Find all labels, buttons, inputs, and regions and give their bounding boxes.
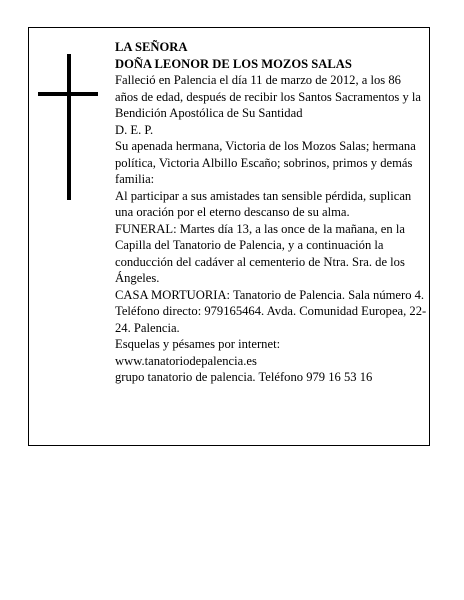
online-condolences-label: Esquelas y pésames por internet: [115,337,281,351]
obituary-text [115,39,427,386]
website-link[interactable]: www.tanatoriodepalencia.es [115,353,257,368]
death-notice: Falleció en Palencia el día 11 de marzo de 2012, a los 86 años de edad, después de recibir los Santos Sacramentos y la Bendición Apostólica de Su Santidad [115,73,422,120]
cross-horizontal-bar [38,92,98,96]
mortuary-details: CASA MORTUORIA: Tanatorio de Palencia. Sala número 4. Teléfono directo: 979165464. Avda. Comunidad Europea, 22-24. Palencia. [115,287,427,335]
deceased-name: DOÑA LEONOR DE LOS MOZOS SALAS [115,56,352,71]
obituary-title: LA SEÑORA [115,40,188,54]
family-list: Su apenada hermana, Victoria de los Mozos Salas; hermana política, Victoria Albillo Escaño; sobrinos, primos y demás familia: [115,139,416,186]
funeral-details: FUNERAL: Martes día 13, a las once de la mañana, en la Capilla del Tanatorio de Palencia, y a continuación la conducción del cadáver al cementerio de Ntra. Sra. de los Ángeles. [115,221,405,285]
group-phone: grupo tanatorio de palencia. Teléfono 979 16 53 16 [115,370,373,384]
cross-icon [38,54,98,200]
rip-text: D. E. P. [115,122,154,137]
cross-vertical-bar [67,54,71,200]
obituary-frame [28,27,430,446]
prayer-request: Al participar a sus amistades tan sensible pérdida, suplican una oración por el eterno descanso de su alma. [115,188,412,219]
